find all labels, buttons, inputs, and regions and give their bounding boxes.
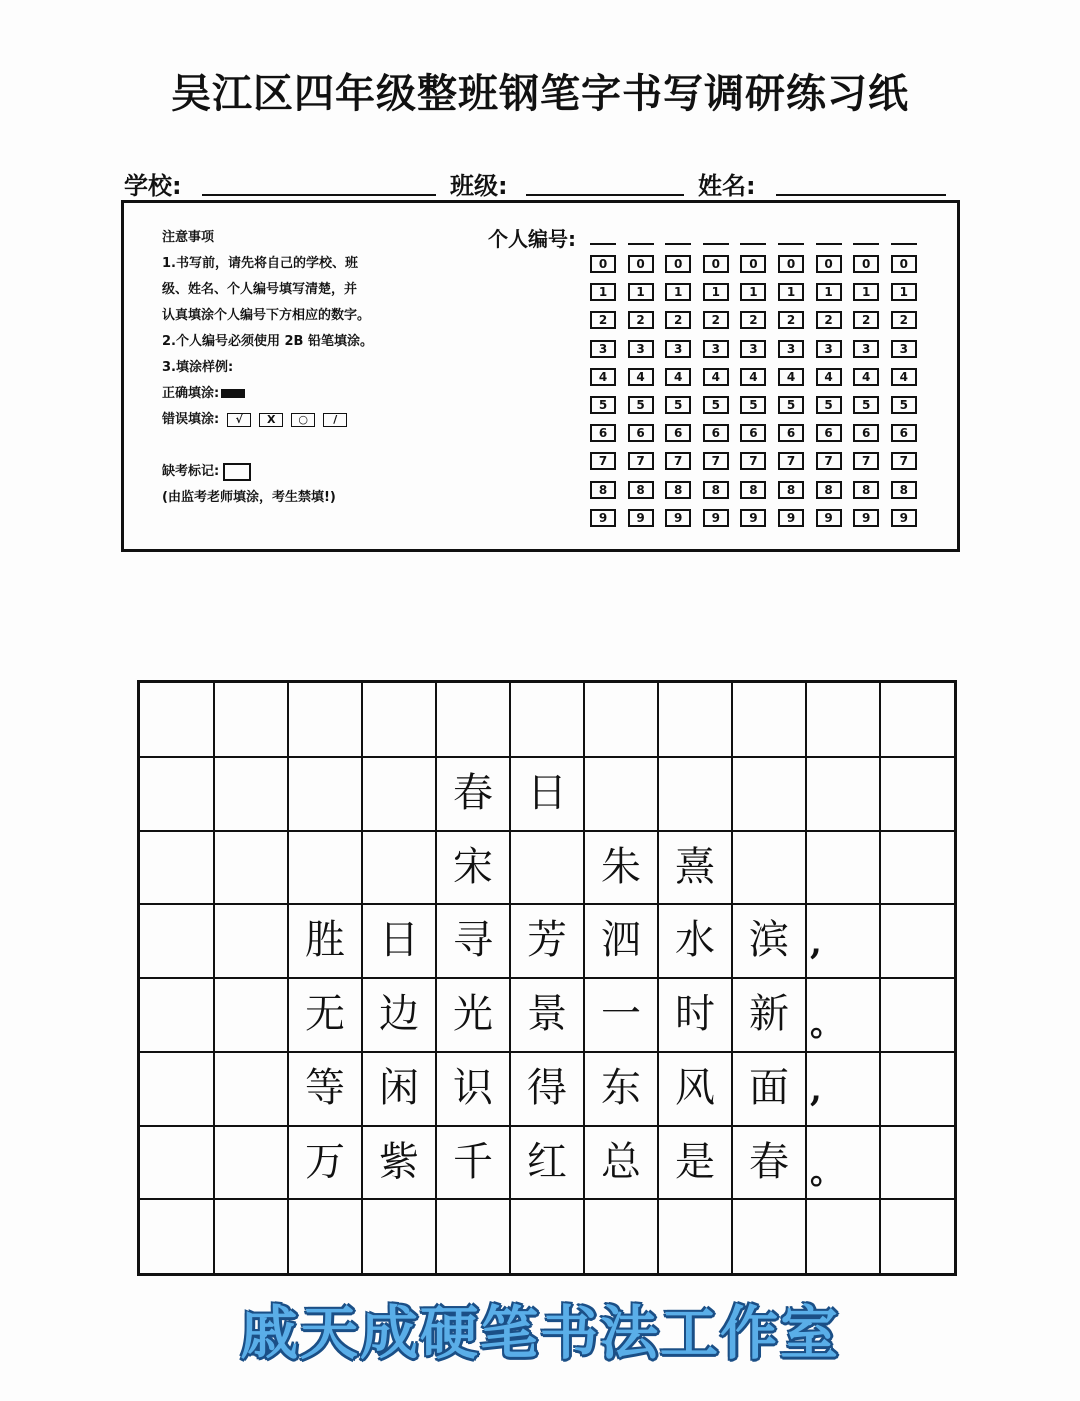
- instruction-line: 认真填涂个人编号下方相应的数字。: [162, 308, 371, 323]
- poem-character: 边: [379, 991, 419, 1037]
- id-digit-bubble[interactable]: 0: [590, 255, 616, 273]
- poem-character: 光: [453, 991, 493, 1037]
- id-digit-bubble[interactable]: 1: [703, 283, 729, 301]
- id-digit-bubble[interactable]: 3: [703, 340, 729, 358]
- id-digit-blank[interactable]: [816, 243, 842, 245]
- poem-character: 万: [305, 1138, 345, 1185]
- id-digit-bubble[interactable]: 1: [778, 283, 804, 301]
- instruction-line: 3.填涂样例:: [162, 360, 234, 375]
- id-digit-bubble[interactable]: 3: [816, 340, 842, 358]
- id-digit-bubble[interactable]: 2: [891, 311, 917, 329]
- poem-character: 新: [749, 991, 789, 1037]
- id-digit-bubble[interactable]: 2: [853, 311, 879, 329]
- id-digit-bubble[interactable]: 8: [816, 481, 842, 499]
- absent-note: (由监考老师填涂，考生禁填!): [162, 490, 336, 505]
- id-digit-bubble[interactable]: 1: [853, 283, 879, 301]
- id-digit-bubble[interactable]: 4: [816, 368, 842, 386]
- id-digit-bubble[interactable]: 7: [703, 452, 729, 470]
- name-field[interactable]: [776, 194, 946, 196]
- id-digit-bubble[interactable]: 3: [853, 340, 879, 358]
- filled-mark-icon: [221, 389, 245, 398]
- id-digit-bubble[interactable]: 6: [665, 424, 691, 442]
- id-digit-bubble[interactable]: 8: [778, 481, 804, 499]
- poem-character: 时: [675, 991, 715, 1037]
- id-digit-bubble[interactable]: 2: [740, 311, 766, 329]
- id-digit-bubble[interactable]: 0: [703, 255, 729, 273]
- id-digit-blank[interactable]: [891, 243, 917, 245]
- poem-character: 寻: [453, 917, 493, 964]
- studio-watermark: 戚天成硬笔书法工作室: [239, 1299, 840, 1367]
- id-digit-blank[interactable]: [628, 243, 654, 245]
- circle-mark-sample: ○: [291, 413, 315, 427]
- id-digit-bubble[interactable]: 0: [665, 255, 691, 273]
- id-digit-bubble[interactable]: 6: [816, 424, 842, 442]
- id-digit-bubble[interactable]: 4: [590, 368, 616, 386]
- id-digit-bubble[interactable]: 2: [590, 311, 616, 329]
- id-digit-blank[interactable]: [778, 243, 804, 245]
- poem-character: 春: [453, 769, 493, 816]
- poem-character: 得: [527, 1064, 567, 1111]
- id-digit-bubble[interactable]: 5: [816, 396, 842, 414]
- id-digit-bubble[interactable]: 2: [816, 311, 842, 329]
- id-digit-bubble[interactable]: 2: [703, 311, 729, 329]
- id-digit-bubble[interactable]: 0: [891, 255, 917, 273]
- poem-character: 朱: [601, 843, 641, 890]
- poem-character: 泗: [601, 917, 641, 964]
- poem-character: 东: [601, 1064, 641, 1111]
- id-digit-bubble[interactable]: 4: [703, 368, 729, 386]
- id-digit-bubble[interactable]: 3: [628, 340, 654, 358]
- id-digit-bubble[interactable]: 0: [853, 255, 879, 273]
- id-digit-bubble[interactable]: 5: [740, 396, 766, 414]
- cross-mark-sample: X: [259, 413, 283, 427]
- poem-character: 芳: [527, 917, 567, 964]
- id-digit-bubble[interactable]: 6: [628, 424, 654, 442]
- absent-label: 缺考标记:: [162, 464, 220, 479]
- id-digit-blank[interactable]: [853, 243, 879, 245]
- id-digit-bubble[interactable]: 1: [816, 283, 842, 301]
- poem-character: 滨: [749, 917, 789, 964]
- wrong-sample-label: 错误填涂:: [162, 412, 220, 427]
- id-digit-bubble[interactable]: 9: [628, 509, 654, 527]
- id-digit-bubble[interactable]: 3: [665, 340, 691, 358]
- id-digit-blank[interactable]: [740, 243, 766, 245]
- id-digit-bubble[interactable]: 7: [853, 452, 879, 470]
- poem-punctuation: 。: [810, 1004, 844, 1045]
- id-digit-bubble[interactable]: 7: [665, 452, 691, 470]
- poem-character: 风: [675, 1064, 715, 1111]
- id-digit-bubble[interactable]: 5: [778, 396, 804, 414]
- school-field[interactable]: [202, 194, 436, 196]
- poem-character: 等: [305, 1064, 345, 1111]
- id-digit-bubble[interactable]: 4: [778, 368, 804, 386]
- id-digit-bubble[interactable]: 1: [740, 283, 766, 301]
- id-digit-bubble[interactable]: 9: [778, 509, 804, 527]
- id-digit-bubble[interactable]: 3: [740, 340, 766, 358]
- id-digit-bubble[interactable]: 7: [778, 452, 804, 470]
- poem-character: 识: [453, 1064, 493, 1111]
- id-digit-bubble[interactable]: 0: [778, 255, 804, 273]
- poem-character: 春: [749, 1138, 789, 1185]
- id-digit-bubble[interactable]: 3: [590, 340, 616, 358]
- poem-character: 红: [527, 1138, 567, 1185]
- poem-character: 熹: [675, 843, 715, 890]
- poem-character: 紫: [379, 1138, 419, 1185]
- id-digit-bubble[interactable]: 1: [628, 283, 654, 301]
- id-digit-bubble[interactable]: 4: [665, 368, 691, 386]
- poem-character: 千: [453, 1138, 493, 1185]
- poem-character: 面: [749, 1064, 789, 1111]
- id-digit-bubble[interactable]: 3: [891, 340, 917, 358]
- slash-mark-sample: /: [323, 413, 347, 427]
- poem-character: 景: [527, 991, 567, 1037]
- poem-punctuation: ,: [810, 1070, 822, 1111]
- id-digit-bubble[interactable]: 7: [628, 452, 654, 470]
- poem-character: 无: [305, 991, 345, 1037]
- id-digit-bubble[interactable]: 0: [816, 255, 842, 273]
- id-digit-bubble[interactable]: 5: [703, 396, 729, 414]
- correct-sample-row: [162, 381, 373, 407]
- id-digit-bubble[interactable]: 7: [590, 452, 616, 470]
- id-digit-bubble[interactable]: 1: [665, 283, 691, 301]
- id-digit-bubble[interactable]: 0: [628, 255, 654, 273]
- poem-character: 是: [675, 1138, 715, 1185]
- instructions: [162, 225, 373, 511]
- id-digit-bubble[interactable]: 4: [740, 368, 766, 386]
- class-field[interactable]: [526, 194, 684, 196]
- poem-character: 日: [379, 917, 419, 964]
- id-digit-bubble[interactable]: 9: [816, 509, 842, 527]
- instruction-line: 1.书写前，请先将自己的学校、班: [162, 256, 358, 271]
- poem-punctuation: 。: [810, 1151, 844, 1192]
- absent-checkbox[interactable]: [223, 463, 251, 481]
- id-digit-bubble[interactable]: 9: [891, 509, 917, 527]
- id-digit-bubble[interactable]: 6: [590, 424, 616, 442]
- id-digit-bubble[interactable]: 6: [703, 424, 729, 442]
- id-digit-bubble[interactable]: 7: [891, 452, 917, 470]
- id-digit-bubble[interactable]: 1: [590, 283, 616, 301]
- id-digit-bubble[interactable]: 0: [740, 255, 766, 273]
- id-digit-bubble[interactable]: 8: [703, 481, 729, 499]
- writing-grid: [137, 680, 957, 1276]
- id-digit-bubble[interactable]: 1: [891, 283, 917, 301]
- id-digit-bubble[interactable]: 9: [853, 509, 879, 527]
- page-title: 吴江区四年级整班钢笔字书写调研练习纸: [171, 71, 909, 117]
- answer-card-panel: [121, 200, 960, 552]
- class-label: 班级:: [450, 172, 508, 200]
- id-digit-bubble[interactable]: 8: [891, 481, 917, 499]
- id-digit-bubble[interactable]: 5: [853, 396, 879, 414]
- id-digit-bubble[interactable]: 5: [590, 396, 616, 414]
- poem-character: 一: [601, 991, 641, 1037]
- id-digit-bubble[interactable]: 9: [590, 509, 616, 527]
- poem-character: 闲: [379, 1064, 419, 1111]
- absent-row: [162, 459, 373, 485]
- id-digit-bubble[interactable]: 8: [665, 481, 691, 499]
- poem-character: 宋: [453, 843, 493, 890]
- id-digit-bubble[interactable]: 5: [891, 396, 917, 414]
- id-digit-bubble[interactable]: 7: [740, 452, 766, 470]
- id-digit-bubble[interactable]: 8: [590, 481, 616, 499]
- id-digit-blank[interactable]: [590, 243, 616, 245]
- id-digit-blank[interactable]: [665, 243, 691, 245]
- instructions-heading: 注意事项: [162, 230, 215, 245]
- poem-character: 胜: [305, 917, 345, 964]
- id-digit-bubble[interactable]: 5: [628, 396, 654, 414]
- id-digit-bubble[interactable]: 4: [853, 368, 879, 386]
- poem-character: 总: [601, 1138, 641, 1185]
- check-mark-sample: √: [227, 413, 251, 427]
- poem-character: 日: [527, 769, 567, 816]
- id-digit-bubble[interactable]: 8: [628, 481, 654, 499]
- id-digit-bubble[interactable]: 6: [891, 424, 917, 442]
- id-digit-bubble[interactable]: 2: [665, 311, 691, 329]
- id-digit-bubble[interactable]: 9: [665, 509, 691, 527]
- id-digit-bubble[interactable]: 4: [628, 368, 654, 386]
- correct-sample-label: 正确填涂:: [162, 386, 220, 401]
- id-label: 个人编号:: [488, 227, 576, 251]
- id-digit-blank[interactable]: [703, 243, 729, 245]
- id-digit-bubble[interactable]: 4: [891, 368, 917, 386]
- name-label: 姓名:: [698, 172, 756, 200]
- student-info-row: [120, 160, 950, 204]
- id-digit-bubble[interactable]: 7: [816, 452, 842, 470]
- id-digit-bubble[interactable]: 3: [778, 340, 804, 358]
- id-digit-bubble[interactable]: 6: [853, 424, 879, 442]
- id-digit-bubble[interactable]: 2: [628, 311, 654, 329]
- school-label: 学校:: [124, 172, 182, 200]
- id-digit-bubble[interactable]: 5: [665, 396, 691, 414]
- id-digit-bubble[interactable]: 9: [703, 509, 729, 527]
- poem-punctuation: ,: [810, 922, 822, 963]
- instruction-line: 级、姓名、个人编号填写清楚，并: [162, 282, 358, 297]
- id-digit-bubble[interactable]: 8: [740, 481, 766, 499]
- id-digit-bubble[interactable]: 6: [778, 424, 804, 442]
- instruction-line: 2.个人编号必须使用 2B 铅笔填涂。: [162, 334, 373, 349]
- id-digit-bubble[interactable]: 8: [853, 481, 879, 499]
- id-digit-bubble[interactable]: 6: [740, 424, 766, 442]
- id-digit-bubble[interactable]: 9: [740, 509, 766, 527]
- poem-character: 水: [675, 917, 715, 964]
- wrong-sample-row: [162, 407, 373, 433]
- id-digit-bubble[interactable]: 2: [778, 311, 804, 329]
